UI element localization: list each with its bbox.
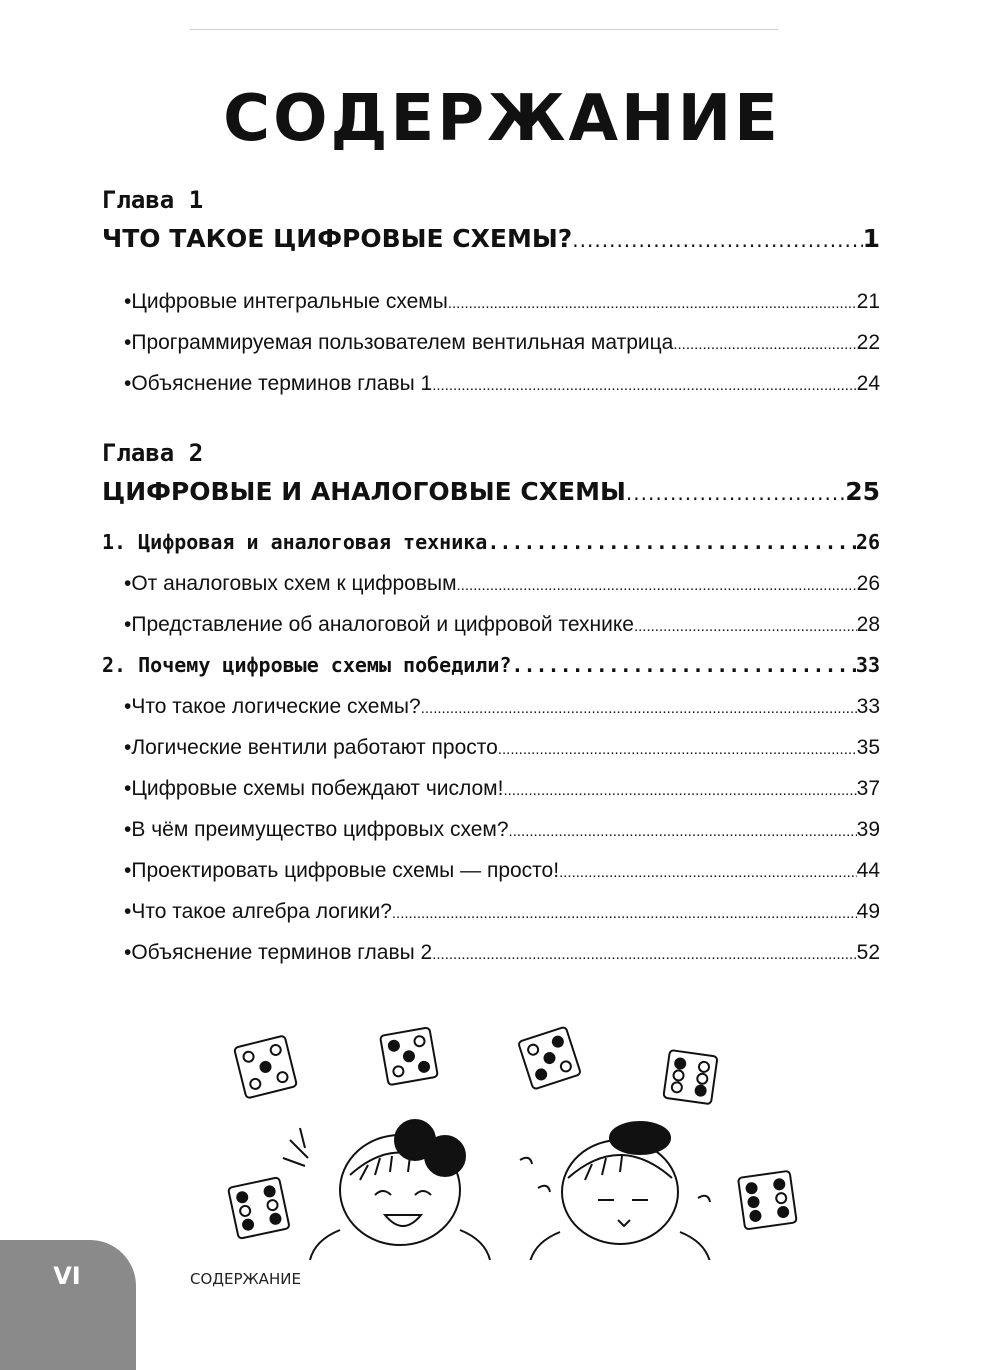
dot-leader bbox=[392, 893, 857, 934]
running-footer: СОДЕРЖАНИЕ bbox=[190, 1270, 301, 1288]
toc-entry[interactable] bbox=[102, 281, 880, 322]
toc-entry[interactable] bbox=[102, 768, 880, 809]
toc-section-text: 2. Почему цифровые схемы победили? bbox=[102, 653, 512, 677]
dice-icon bbox=[234, 1035, 297, 1098]
toc-entry-page: 39 bbox=[856, 818, 880, 841]
toc-section[interactable] bbox=[102, 645, 880, 686]
chapter-1-title: ЧТО ТАКОЕ ЦИФРОВЫЕ СХЕМЫ? bbox=[102, 224, 573, 253]
toc-entry-page: 26 bbox=[856, 572, 880, 595]
toc-entry[interactable] bbox=[102, 932, 880, 973]
toc-entry[interactable] bbox=[102, 727, 880, 768]
toc-section-page: 33 bbox=[855, 653, 880, 677]
chapter-1-label: Глава 1 bbox=[102, 186, 204, 214]
dice-icon bbox=[380, 1027, 438, 1085]
toc-entry[interactable] bbox=[102, 363, 880, 404]
chapter-1-title-row[interactable] bbox=[102, 217, 880, 261]
dot-leader bbox=[448, 283, 857, 324]
chapter-2-page: 25 bbox=[845, 477, 880, 506]
dice-icon bbox=[663, 1050, 717, 1104]
toc-entry[interactable] bbox=[102, 850, 880, 891]
dot-leader bbox=[432, 934, 856, 975]
toc-entry-text: •Программируемая пользователем вентильная матрица bbox=[124, 331, 674, 354]
illustration bbox=[220, 1020, 820, 1260]
dot-leader bbox=[559, 852, 857, 893]
toc-entry-text: •Что такое логические схемы? bbox=[124, 695, 421, 718]
toc-entry-page: 37 bbox=[856, 777, 880, 800]
toc-entry[interactable] bbox=[102, 891, 880, 932]
dot-leader bbox=[511, 645, 856, 686]
chapter-1-page: 1 bbox=[862, 224, 880, 253]
toc-entry-page: 35 bbox=[856, 736, 880, 759]
footer-tab bbox=[0, 1240, 136, 1370]
toc-entry-text: •Логические вентили работают просто bbox=[124, 736, 498, 759]
toc-entry-text: •Представление об аналоговой и цифровой технике bbox=[124, 613, 634, 636]
page-title: СОДЕРЖАНИЕ bbox=[223, 82, 781, 156]
toc-entry-page: 33 bbox=[856, 695, 880, 718]
dice-icon bbox=[738, 1171, 797, 1230]
character-happy bbox=[310, 1120, 490, 1260]
toc-entry-page: 44 bbox=[856, 859, 880, 882]
dot-leader bbox=[503, 770, 856, 811]
dot-leader bbox=[421, 688, 857, 729]
toc-entry-text: •В чём преимущество цифровых схем? bbox=[124, 818, 509, 841]
toc-section-text: 1. Цифровая и аналоговая техника bbox=[102, 530, 488, 554]
dice-icon bbox=[228, 1177, 290, 1239]
toc-entry-text: •От аналоговых схем к цифровым bbox=[124, 572, 457, 595]
toc-entry[interactable] bbox=[102, 322, 880, 363]
chapter-2-label: Глава 2 bbox=[102, 439, 204, 467]
toc-section[interactable] bbox=[102, 522, 880, 563]
toc-entry-page: 49 bbox=[856, 900, 880, 923]
toc-entry[interactable] bbox=[102, 563, 880, 604]
character-calm bbox=[530, 1122, 710, 1260]
toc-entry-page: 24 bbox=[856, 372, 880, 395]
dot-leader bbox=[673, 324, 856, 365]
toc-entry[interactable] bbox=[102, 686, 880, 727]
top-rule bbox=[190, 29, 778, 30]
dot-leader bbox=[626, 471, 845, 515]
dot-leader bbox=[572, 218, 862, 262]
page-number: VI bbox=[53, 1262, 81, 1290]
toc-entry-text: •Что такое алгебра логики? bbox=[124, 900, 392, 923]
toc-entry-page: 21 bbox=[856, 290, 880, 313]
toc-entry-text: •Объяснение терминов главы 2 bbox=[124, 941, 433, 964]
dot-leader bbox=[457, 565, 857, 606]
dot-leader bbox=[509, 811, 857, 852]
toc-entry-page: 28 bbox=[856, 613, 880, 636]
dot-leader bbox=[634, 606, 857, 647]
dice-icon bbox=[518, 1027, 581, 1090]
chapter-2-title: ЦИФРОВЫЕ И АНАЛОГОВЫЕ СХЕМЫ bbox=[102, 477, 626, 506]
toc-entry[interactable] bbox=[102, 809, 880, 850]
dot-leader bbox=[498, 729, 857, 770]
toc-entry-page: 52 bbox=[856, 941, 880, 964]
toc-entry-text: •Цифровые схемы побеждают числом! bbox=[124, 777, 504, 800]
table-of-contents bbox=[102, 183, 880, 973]
toc-entry-text: •Проектировать цифровые схемы — просто! bbox=[124, 859, 560, 882]
toc-entry[interactable] bbox=[102, 604, 880, 645]
toc-entry-page: 22 bbox=[856, 331, 880, 354]
toc-entry-text: •Цифровые интегральные схемы bbox=[124, 290, 448, 313]
toc-section-page: 26 bbox=[855, 530, 880, 554]
dot-leader bbox=[432, 365, 856, 406]
chapter-2-title-row[interactable] bbox=[102, 470, 880, 514]
dot-leader bbox=[487, 522, 856, 563]
toc-entry-text: •Объяснение терминов главы 1 bbox=[124, 372, 433, 395]
